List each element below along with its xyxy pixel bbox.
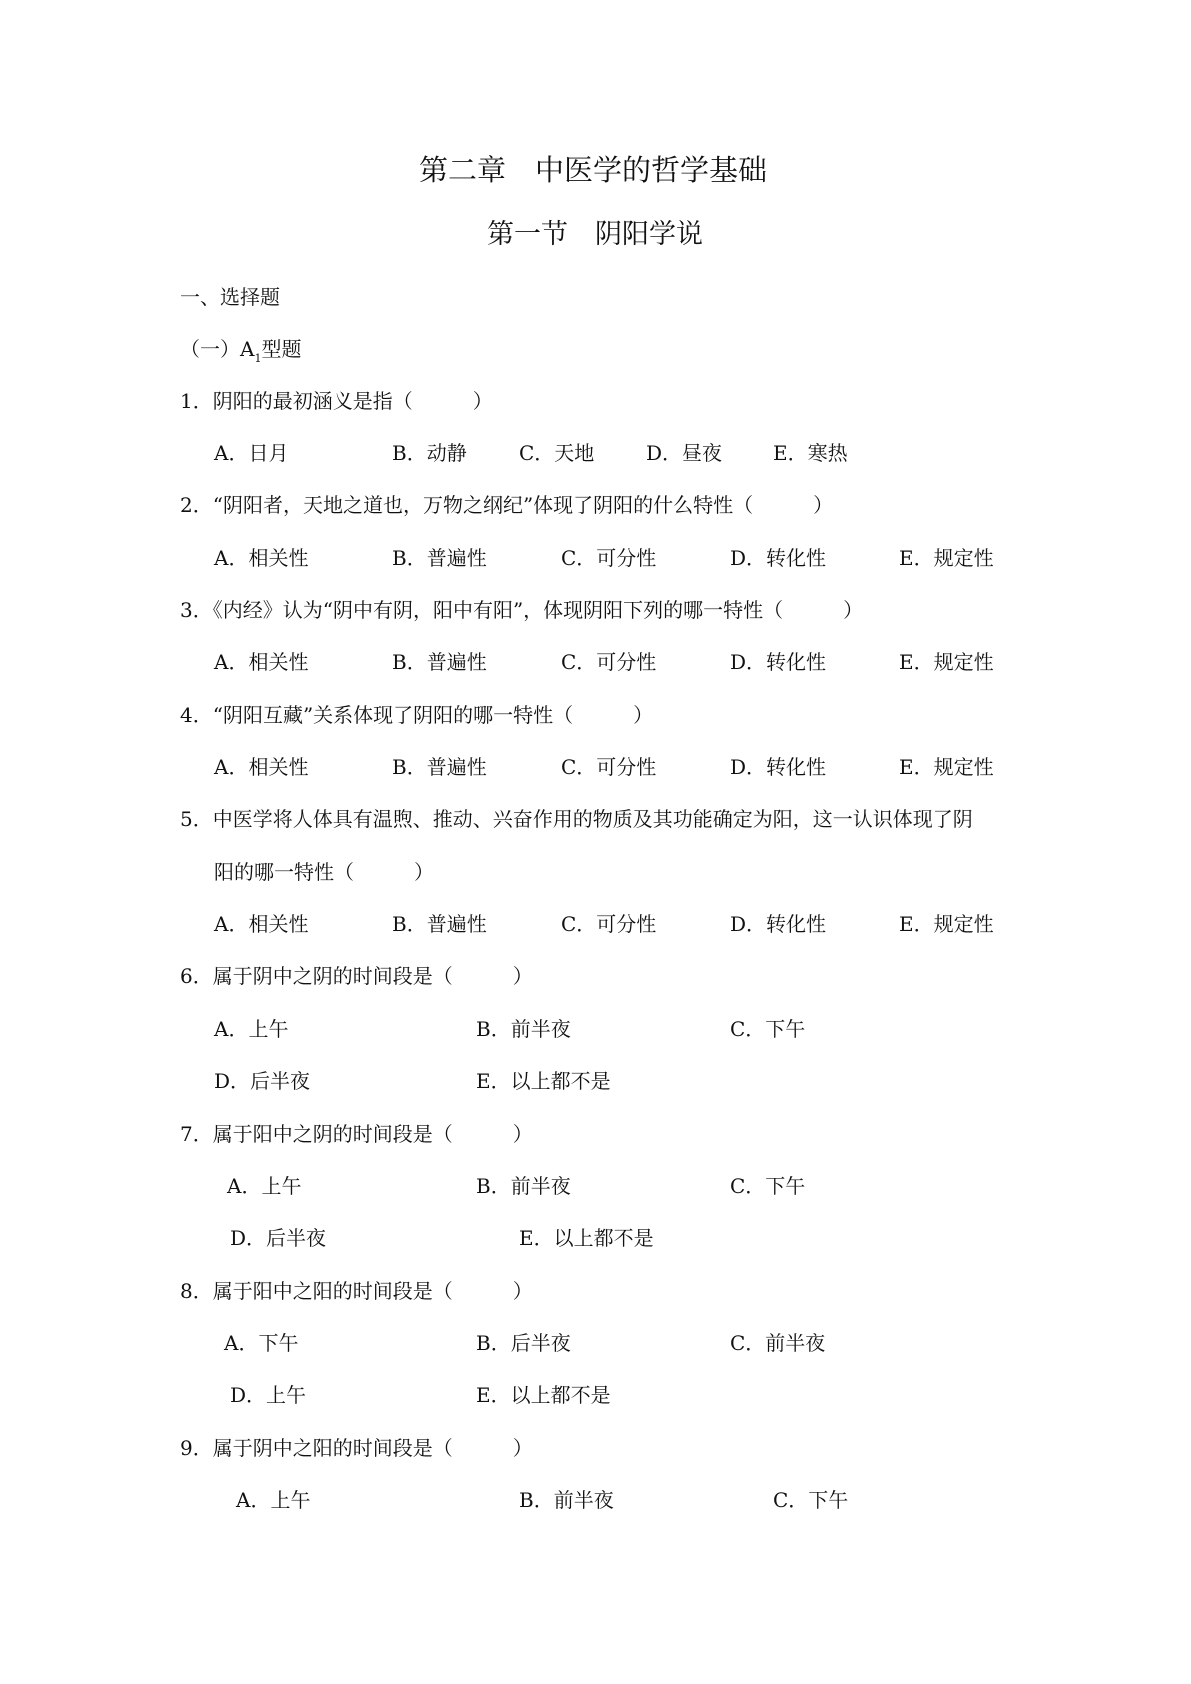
option-2e: E．规定性 xyxy=(899,546,994,570)
question-1: 1．阴阳的最初涵义是指（ ） xyxy=(180,389,493,413)
option-8b: B．后半夜 xyxy=(476,1331,571,1355)
option-1e: E．寒热 xyxy=(773,441,848,465)
option-6b: B．前半夜 xyxy=(476,1017,571,1041)
option-4d: D．转化性 xyxy=(730,755,827,779)
option-2a: A．相关性 xyxy=(214,546,309,570)
option-3a: A．相关性 xyxy=(214,650,309,674)
question-3: 3．《内经》认为“阴中有阴，阳中有阳”，体现阴阳下列的哪一特性（ ） xyxy=(180,598,864,622)
question-9: 9．属于阴中之阳的时间段是（ ） xyxy=(180,1436,533,1460)
option-5b: B．普遍性 xyxy=(392,912,487,936)
option-9c: C．下午 xyxy=(773,1488,849,1512)
section-title: 第一节 阴阳学说 xyxy=(487,219,703,250)
option-8d: D．上午 xyxy=(230,1383,307,1407)
option-6e: E．以上都不是 xyxy=(476,1069,611,1093)
option-4a: A．相关性 xyxy=(214,755,309,779)
question-8: 8．属于阳中之阳的时间段是（ ） xyxy=(180,1279,533,1303)
question-4: 4．“阴阳互藏”关系体现了阴阳的哪一特性（ ） xyxy=(180,703,654,727)
option-1a: A．日月 xyxy=(214,441,289,465)
type-heading: （一）$A_1$型题 xyxy=(180,337,302,365)
option-1c: C．天地 xyxy=(519,441,595,465)
option-4c: C．可分性 xyxy=(561,755,657,779)
option-9b: B．前半夜 xyxy=(519,1488,614,1512)
option-8e: E．以上都不是 xyxy=(476,1383,611,1407)
question-2: 2．“阴阳者，天地之道也，万物之纲纪”体现了阴阳的什么特性（ ） xyxy=(180,493,834,517)
option-5e: E．规定性 xyxy=(899,912,994,936)
option-2b: B．普遍性 xyxy=(392,546,487,570)
option-9a: A．上午 xyxy=(236,1488,311,1512)
option-2d: D．转化性 xyxy=(730,546,827,570)
option-3e: E．规定性 xyxy=(899,650,994,674)
option-8a: A．下午 xyxy=(224,1331,299,1355)
option-5c: C．可分性 xyxy=(561,912,657,936)
question-6: 6．属于阴中之阴的时间段是（ ） xyxy=(180,964,533,988)
option-3b: B．普遍性 xyxy=(392,650,487,674)
option-7c: C．下午 xyxy=(730,1174,806,1198)
option-7d: D．后半夜 xyxy=(230,1226,327,1250)
question-7: 7．属于阳中之阴的时间段是（ ） xyxy=(180,1122,533,1146)
option-5d: D．转化性 xyxy=(730,912,827,936)
option-6c: C．下午 xyxy=(730,1017,806,1041)
option-5a: A．相关性 xyxy=(214,912,309,936)
option-7b: B．前半夜 xyxy=(476,1174,571,1198)
question-5-continued: 阳的哪一特性（ ） xyxy=(214,860,434,884)
option-3d: D．转化性 xyxy=(730,650,827,674)
option-8c: C．前半夜 xyxy=(730,1331,826,1355)
option-4e: E．规定性 xyxy=(899,755,994,779)
option-6a: A．上午 xyxy=(214,1017,289,1041)
option-4b: B．普遍性 xyxy=(392,755,487,779)
option-6d: D．后半夜 xyxy=(214,1069,311,1093)
question-5: 5．中医学将人体具有温煦、推动、兴奋作用的物质及其功能确定为阳，这一认识体现了阴 xyxy=(180,807,973,831)
option-3c: C．可分性 xyxy=(561,650,657,674)
part-heading: 一、选择题 xyxy=(180,285,280,309)
option-1b: B．动静 xyxy=(392,441,467,465)
chapter-title: 第二章 中医学的哲学基础 xyxy=(419,153,768,187)
option-1d: D．昼夜 xyxy=(646,441,723,465)
option-2c: C．可分性 xyxy=(561,546,657,570)
option-7e: E．以上都不是 xyxy=(519,1226,654,1250)
option-7a: A．上午 xyxy=(227,1174,302,1198)
